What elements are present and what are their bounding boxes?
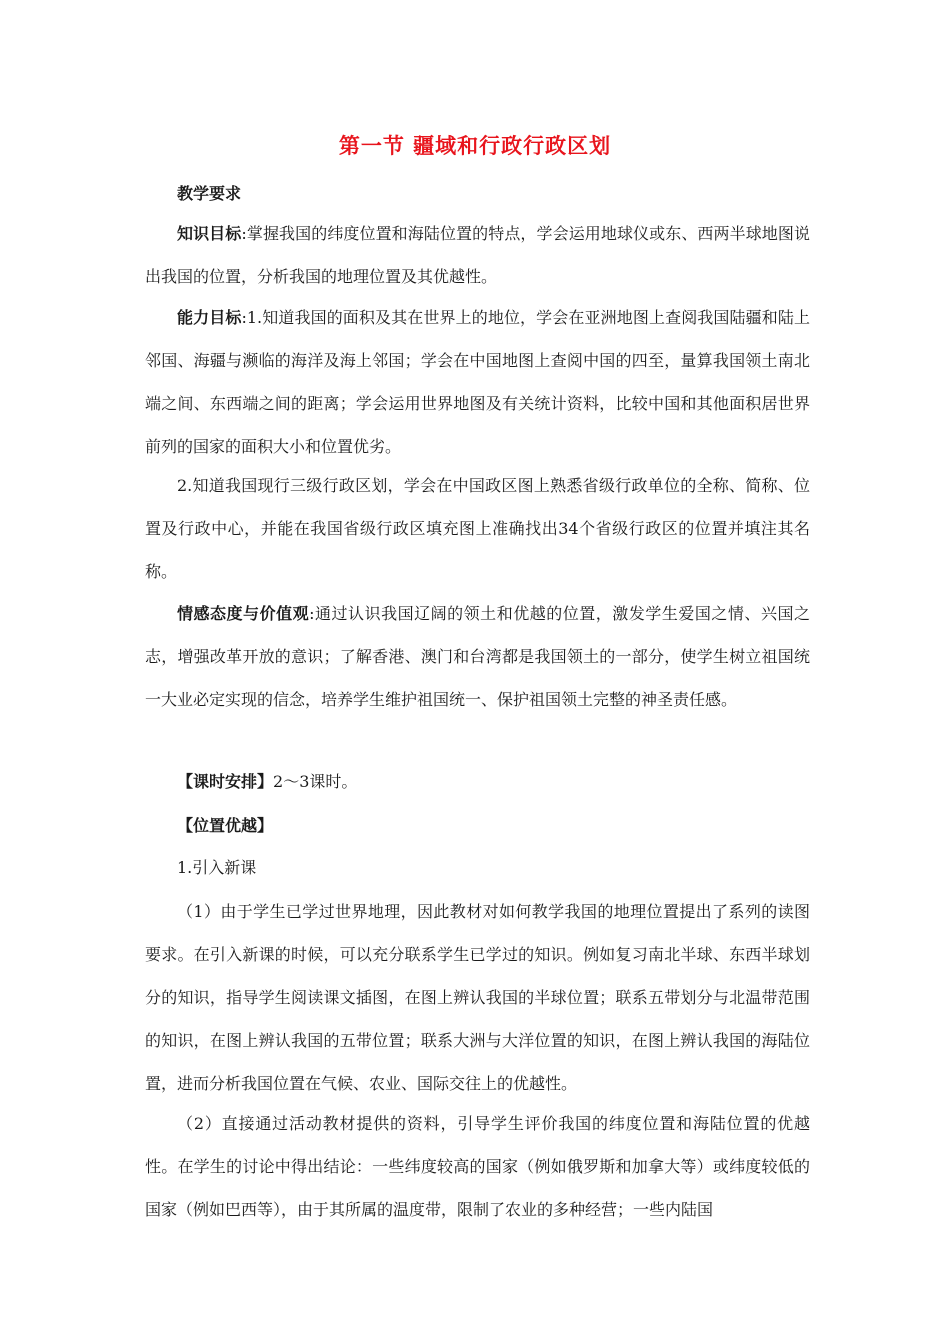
- schedule-label: 【课时安排】: [177, 772, 274, 791]
- schedule-text: 2～3课时。: [273, 772, 358, 791]
- emotion-goal-text: :通过认识我国辽阔的领土和优越的位置，激发学生爱国之情、兴国之志，增强改革开放的意识；了解香港、澳门和台湾都是我国领土的一部分，使学生树立祖国统一大业必定实现的信念，培养学生维护祖国统一、保护祖国领土完整的神圣责任感。: [145, 604, 810, 709]
- teaching-requirements-label: 教学要求: [177, 184, 242, 203]
- paragraph-2-text: （2）直接通过活动教材提供的资料，引导学生评价我国的纬度位置和海陆位置的优越性。在学生的讨论中得出结论：一些纬度较高的国家（例如俄罗斯和加拿大等）或纬度较低的国家（例如巴西等），由于其所属的温度带，限制了农业的多种经营；一些内陆国: [145, 1114, 810, 1219]
- knowledge-goal-paragraph: [145, 212, 810, 298]
- ability-goal-2-paragraph: [145, 464, 810, 593]
- intro-text: 1.引入新课: [177, 858, 257, 877]
- ability-goal-label: 能力目标: [177, 308, 242, 327]
- schedule-paragraph: [145, 760, 810, 803]
- teaching-requirements-heading: [145, 172, 810, 215]
- knowledge-goal-text: :掌握我国的纬度位置和海陆位置的特点，学会运用地球仪或东、西两半球地图说出我国的位置，分析我国的地理位置及其优越性。: [145, 224, 810, 286]
- knowledge-goal-label: 知识目标: [177, 224, 242, 243]
- ability-goal-text: :1.知道我国的面积及其在世界上的地位，学会在亚洲地图上查阅我国陆疆和陆上邻国、海疆与濒临的海洋及海上邻国；学会在中国地图上查阅中国的四至，量算我国领土南北端之间、东西端之间的距离；学会运用世界地图及有关统计资料，比较中国和其他面积居世界前列的国家的面积大小和位置优劣。: [145, 308, 810, 456]
- page-title: 第一节 疆域和行政行政区划: [338, 134, 612, 158]
- position-heading-paragraph: [145, 804, 810, 847]
- paragraph-2: [145, 1102, 810, 1231]
- position-heading: 【位置优越】: [177, 816, 274, 835]
- intro-paragraph: [145, 846, 810, 889]
- emotion-goal-label: 情感态度与价值观: [177, 604, 310, 623]
- ability-goal-paragraph: [145, 296, 810, 468]
- paragraph-1-text: （1）由于学生已学过世界地理，因此教材对如何教学我国的地理位置提出了系列的读图要求。在引入新课的时候，可以充分联系学生已学过的知识。例如复习南北半球、东西半球划分的知识，指导学生阅读课文插图，在图上辨认我国的半球位置；联系五带划分与北温带范围的知识，在图上辨认我国的五带位置；联系大洲与大洋位置的知识，在图上辨认我国的海陆位置，进而分析我国位置在气候、农业、国际交往上的优越性。: [145, 902, 810, 1093]
- emotion-goal-paragraph: [145, 592, 810, 721]
- ability-goal-2-text: 2.知道我国现行三级行政区划，学会在中国政区图上熟悉省级行政单位的全称、简称、位置及行政中心，并能在我国省级行政区填充图上准确找出34个省级行政区的位置并填注其名称。: [145, 476, 810, 581]
- paragraph-1: [145, 890, 810, 1105]
